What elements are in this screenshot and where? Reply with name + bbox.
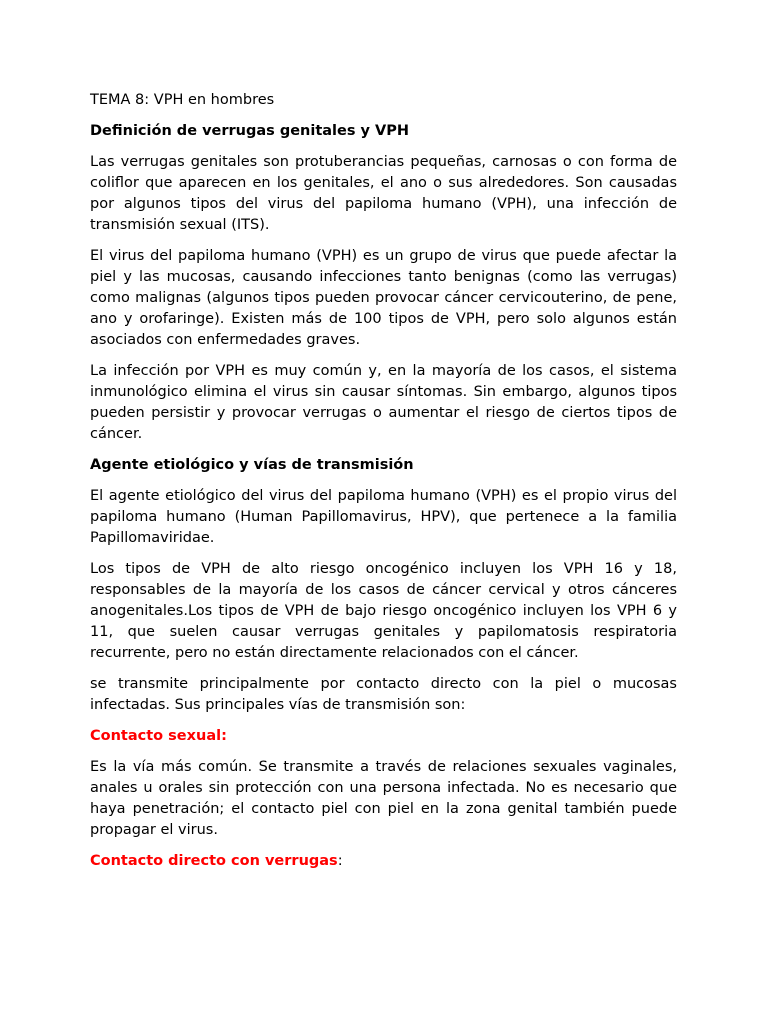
topic-title: TEMA 8: VPH en hombres <box>90 92 275 108</box>
document-page <box>90 90 677 882</box>
paragraph-warts-definition: Las verrugas genitales son protuberancias pequeñas, carnosas o con forma de coliflor que aparecen en los genitales, el ano o sus alrededores. Son causadas por algunos tipos del virus del papiloma humano (VPH), una infección de transmisión sexual (ITS). <box>90 154 677 233</box>
sexual-contact-label: Contacto sexual: <box>90 728 227 744</box>
paragraph-sexual-contact: Es la vía más común. Se transmite a través de relaciones sexuales vaginales, anales u orales sin protección con una persona infectada. No es necesario que haya penetración; el contacto piel con piel en la zona genital también puede propagar el virus. <box>90 759 677 838</box>
section-heading-definition: Definición de verrugas genitales y VPH <box>90 123 410 139</box>
paragraph-transmission-intro: se transmite principalmente por contacto directo con la piel o mucosas infectadas. Sus principales vías de transmisión son: <box>90 676 677 713</box>
paragraph-vph-definition: El virus del papiloma humano (VPH) es un grupo de virus que puede afectar la piel y las mucosas, causando infecciones tanto benignas (como las verrugas) como malignas (algunos tipos pueden provocar cáncer cervicouterino, de pene, ano y orofaringe). Existen más de 100 tipos de VPH, pero solo algunos están asociados con enfermedades graves. <box>90 248 677 348</box>
section-heading-etiology: Agente etiológico y vías de transmisión <box>90 457 414 473</box>
transmission-heading-warts <box>90 851 677 872</box>
warts-contact-colon: : <box>337 853 343 869</box>
transmission-heading-sexual <box>90 726 677 747</box>
paragraph-risk-types: Los tipos de VPH de alto riesgo oncogénico incluyen los VPH 16 y 18, responsables de la mayoría de los casos de cáncer cervical y otros cánceres anogenitales.Los tipos de VPH de bajo riesgo oncogénico incluyen los VPH 6 y 11, que suelen causar verrugas genitales y papilomatosis respiratoria recurrente, pero no están directamente relacionados con el cáncer. <box>90 561 677 661</box>
paragraph-vph-infection: La infección por VPH es muy común y, en la mayoría de los casos, el sistema inmunológico elimina el virus sin causar síntomas. Sin embargo, algunos tipos pueden persistir y provocar verrugas o aumentar el riesgo de ciertos tipos de cáncer. <box>90 363 677 442</box>
paragraph-etiologic-agent: El agente etiológico del virus del papiloma humano (VPH) es el propio virus del papiloma humano (Human Papillomavirus, HPV), que pertenece a la familia Papillomaviridae. <box>90 488 677 546</box>
warts-contact-label: Contacto directo con verrugas <box>90 853 338 869</box>
